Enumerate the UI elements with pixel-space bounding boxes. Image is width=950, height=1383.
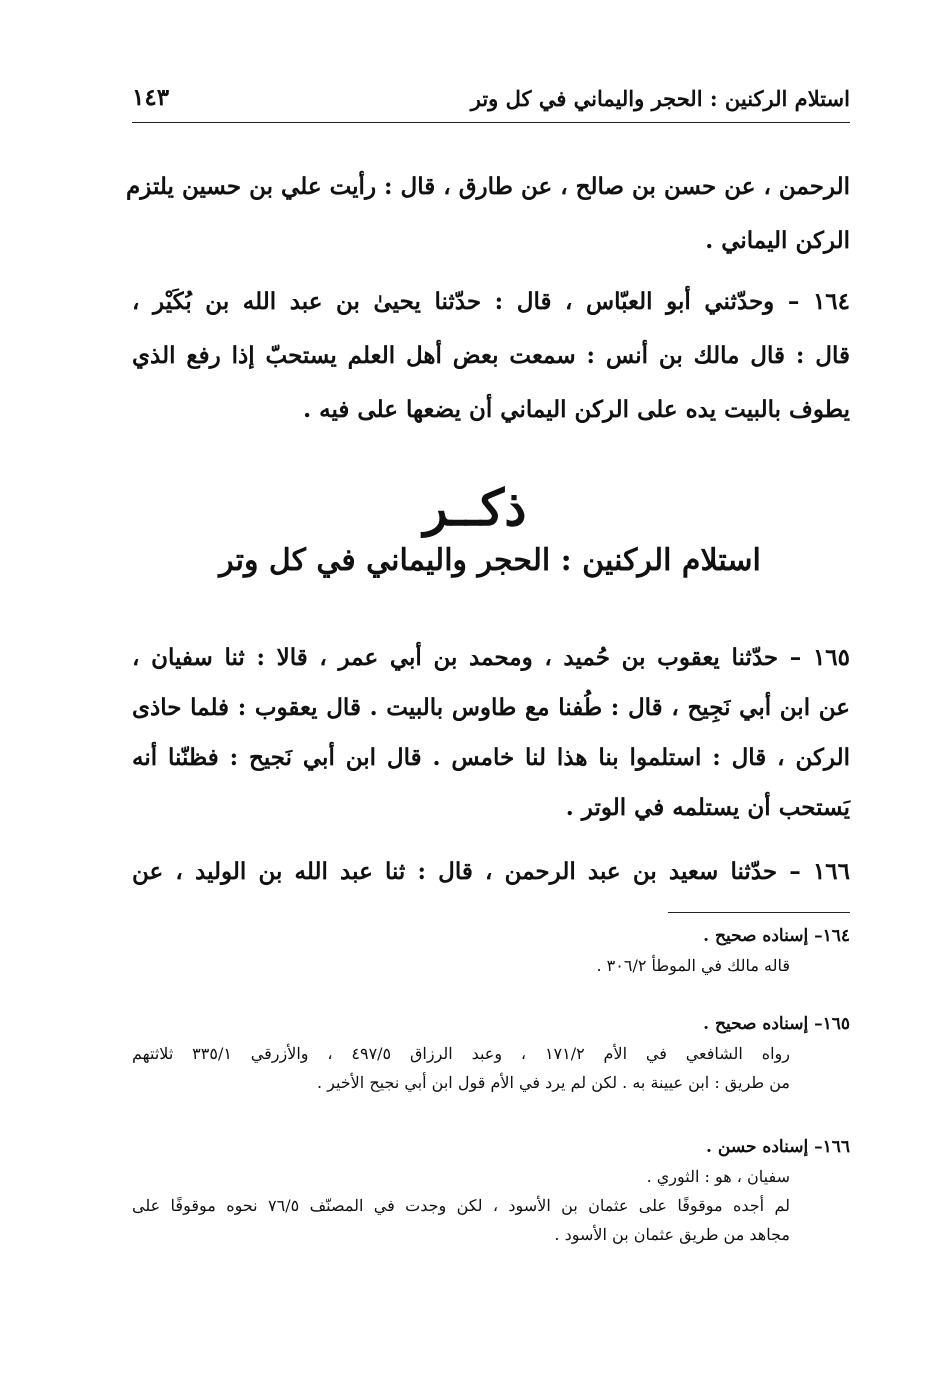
footnote-heading: ١٦٦– إسناده حسن . bbox=[706, 1137, 850, 1157]
page-number: ١٤٣ bbox=[132, 84, 170, 111]
running-header-title: استلام الركنين : الحجر واليماني في كل وتر bbox=[470, 86, 850, 111]
text-line: ١٦٤ – وحدّثني أبو العبّاس ، قال : حدّثنا يحيىٰ بن عبد الله بن بُكَيْر ، bbox=[132, 288, 850, 315]
text-line: يطوف بالبيت يده على الركن اليماني أن يضعها على فيه . bbox=[303, 396, 850, 423]
footnote-line: قاله مالك في الموطأ ٣٠٦/٢ . bbox=[596, 956, 790, 975]
text-line: عن ابن أبي نَجِيح ، قال : طُفنا مع طاوس بالبيت . قال يعقوب : فلما حاذى bbox=[132, 694, 850, 721]
footnote-line: رواه الشافعي في الأم ١٧١/٢ ، وعبد الرزاق ٤٩٧/٥ ، والأزرقي ٣٣٥/١ ثلاثتهم bbox=[132, 1044, 791, 1063]
footnote-166 bbox=[132, 1133, 850, 1249]
footnote-heading: ١٦٥– إسناده صحيح . bbox=[703, 1014, 850, 1034]
section-heading-title: استلام الركنين : الحجر واليماني في كل وتر bbox=[219, 543, 761, 578]
footnote-line: مجاهد من طريق عثمان بن الأسود . bbox=[554, 1225, 790, 1244]
footnote-line: من طريق : ابن عيينة به . لكن لم يرد في الأم قول ابن أبي نجيح الأخير . bbox=[316, 1073, 790, 1092]
text-line: قال : قال مالك بن أنس : سمعت بعض أهل العلم يستحبّ إذا رفع الذي bbox=[132, 342, 850, 369]
text-line: ١٦٦ – حدّثنا سعيد بن عبد الرحمن ، قال : ثنا عبد الله بن الوليد ، عن bbox=[132, 858, 850, 885]
paragraph-165 bbox=[132, 633, 850, 833]
paragraph-166 bbox=[132, 845, 850, 899]
text-line: يَستحب أن يستلمه في الوتر . bbox=[565, 794, 850, 821]
footnote-heading: ١٦٤– إسناده صحيح . bbox=[703, 926, 850, 946]
text-line: ١٦٥ – حدّثنا يعقوب بن حُميد ، ومحمد بن أبي عمر ، قالا : ثنا سفيان ، bbox=[132, 644, 850, 671]
footnote-line: لم أجده موقوفًا على عثمان بن الأسود ، لكن وجدت في المصنّف ٧٦/٥ نحوه موقوفًا على bbox=[132, 1196, 791, 1215]
section-heading-dhikr: ذكــر bbox=[423, 478, 527, 537]
footnote-164 bbox=[132, 922, 850, 980]
paragraph-continued bbox=[126, 160, 850, 268]
text-line: الرحمن ، عن حسن بن صالح ، عن طارق ، قال : رأيت علي بن حسين يلتزم bbox=[126, 173, 850, 200]
footnote-line: سفيان ، هو : الثوري . bbox=[646, 1167, 790, 1186]
footnote-165 bbox=[132, 1010, 850, 1097]
text-line: الركن ، قال : استلموا بنا هذا لنا خامس . قال ابن أبي نَجيح : فظنّنا أنه bbox=[132, 744, 850, 771]
running-header bbox=[132, 82, 850, 123]
text-line: الركن اليماني . bbox=[705, 227, 850, 254]
paragraph-164 bbox=[132, 275, 850, 437]
footnote-separator bbox=[668, 912, 850, 913]
